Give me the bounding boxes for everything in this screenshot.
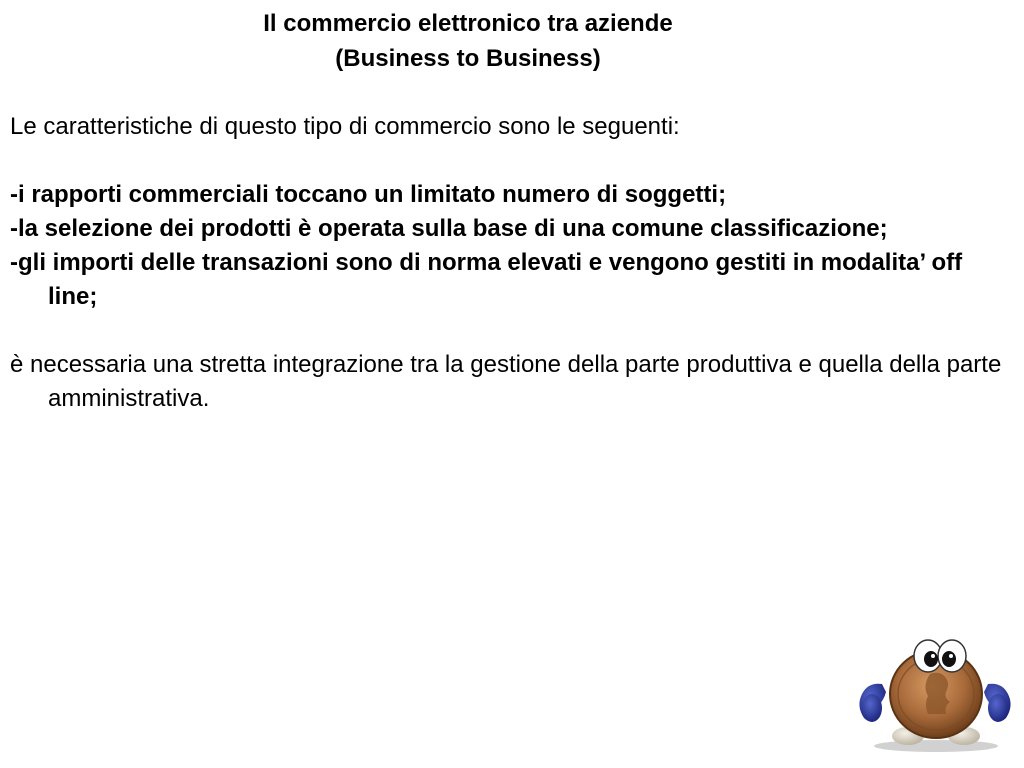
- bullet-item-3: -gli importi delle transazioni sono di norma elevati e vengono gestiti in modalita’ off line;: [10, 249, 963, 310]
- slide-body: [10, 110, 1010, 416]
- title-line-2: (Business to Business): [335, 45, 601, 72]
- bullet-item-1: -i rapporti commerciali toccano un limitato numero di soggetti;: [10, 181, 727, 208]
- conclusion-text: è necessaria una stretta integrazione tra la gestione della parte produttiva e quella della parte amministrativa.: [10, 351, 1002, 412]
- spacer: [10, 144, 1010, 178]
- intro-text: Le caratteristiche di questo tipo di commercio sono le seguenti:: [10, 113, 680, 140]
- penny-character-icon: [852, 632, 1016, 754]
- spacer: [10, 314, 1010, 348]
- slide-title: [0, 6, 936, 76]
- title-line-1: Il commercio elettronico tra aziende: [263, 10, 673, 37]
- bullet-item-2: -la selezione dei prodotti è operata sulla base di una comune classificazione;: [10, 215, 888, 242]
